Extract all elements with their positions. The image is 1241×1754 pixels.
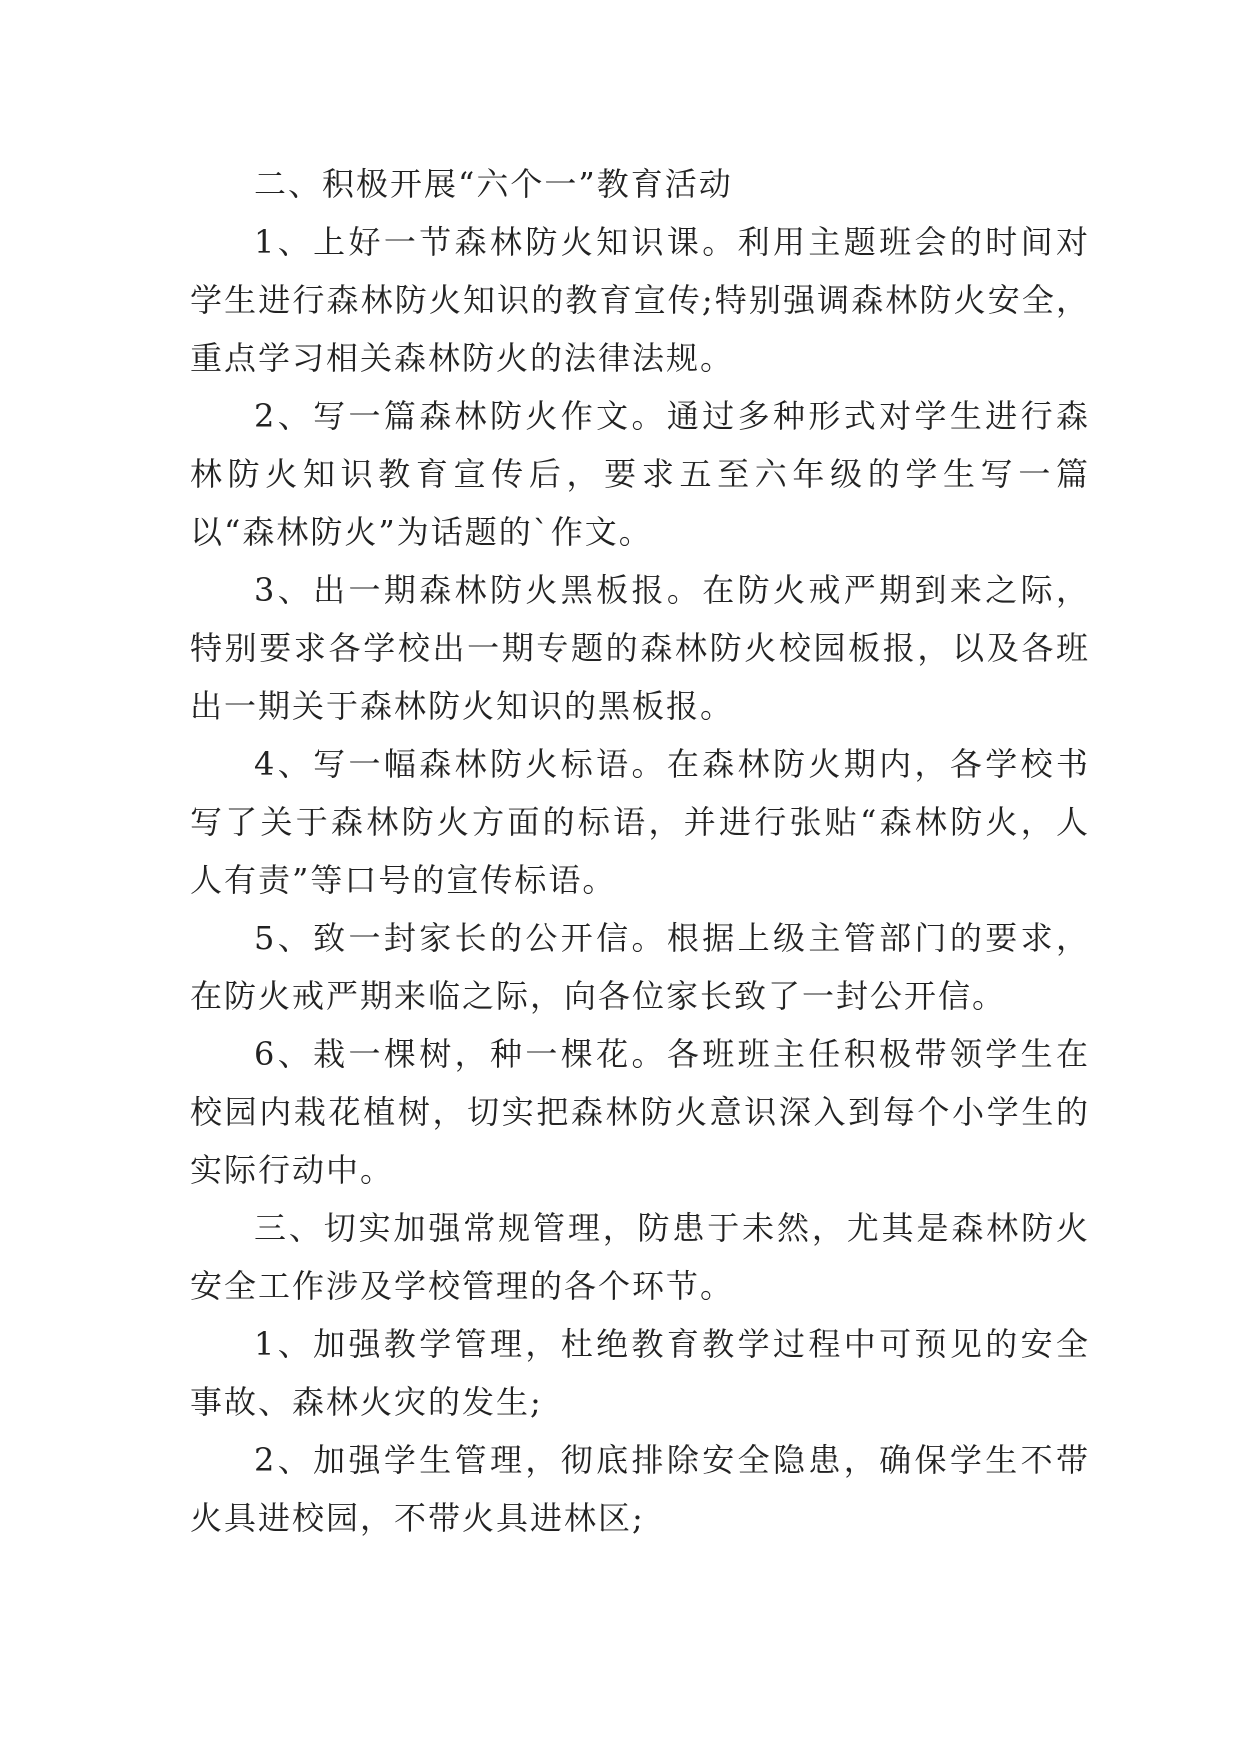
paragraph-item-5: 5、致一封家长的公开信。根据上级主管部门的要求，在防火戒严期来临之际，向各位家长致了一封公开信。 (190, 919, 1090, 1015)
paragraph-item-2: 2、写一篇森林防火作文。通过多种形式对学生进行森林防火知识教育宣传后，要求五至六年级的学生写一篇以“森林防火”为话题的`作文。 (190, 397, 1090, 551)
paragraph-item-1: 1、上好一节森林防火知识课。利用主题班会的时间对学生进行森林防火知识的教育宣传;特别强调森林防火安全，重点学习相关森林防火的法律法规。 (190, 223, 1090, 377)
paragraph-item-3: 3、出一期森林防火黑板报。在防火戒严期到来之际，特别要求各学校出一期专题的森林防火校园板报，以及各班出一期关于森林防火知识的黑板报。 (190, 571, 1090, 725)
section-heading-2: 二、积极开展“六个一”教育活动 (254, 165, 733, 203)
paragraph-management-2: 2、加强学生管理，彻底排除安全隐患，确保学生不带火具进校园，不带火具进林区; (190, 1441, 1090, 1537)
paragraph-management-1: 1、加强教学管理，杜绝教育教学过程中可预见的安全事故、森林火灾的发生; (190, 1325, 1090, 1421)
paragraph-item-6: 6、栽一棵树，种一棵花。各班班主任积极带领学生在校园内栽花植树，切实把森林防火意识深入到每个小学生的实际行动中。 (190, 1035, 1090, 1189)
paragraph-item-4: 4、写一幅森林防火标语。在森林防火期内，各学校书写了关于森林防火方面的标语，并进行张贴“森林防火，人人有责”等口号的宣传标语。 (190, 745, 1090, 899)
section-heading-3: 三、切实加强常规管理，防患于未然，尤其是森林防火安全工作涉及学校管理的各个环节。 (190, 1209, 1090, 1305)
document-page (190, 155, 1090, 1547)
